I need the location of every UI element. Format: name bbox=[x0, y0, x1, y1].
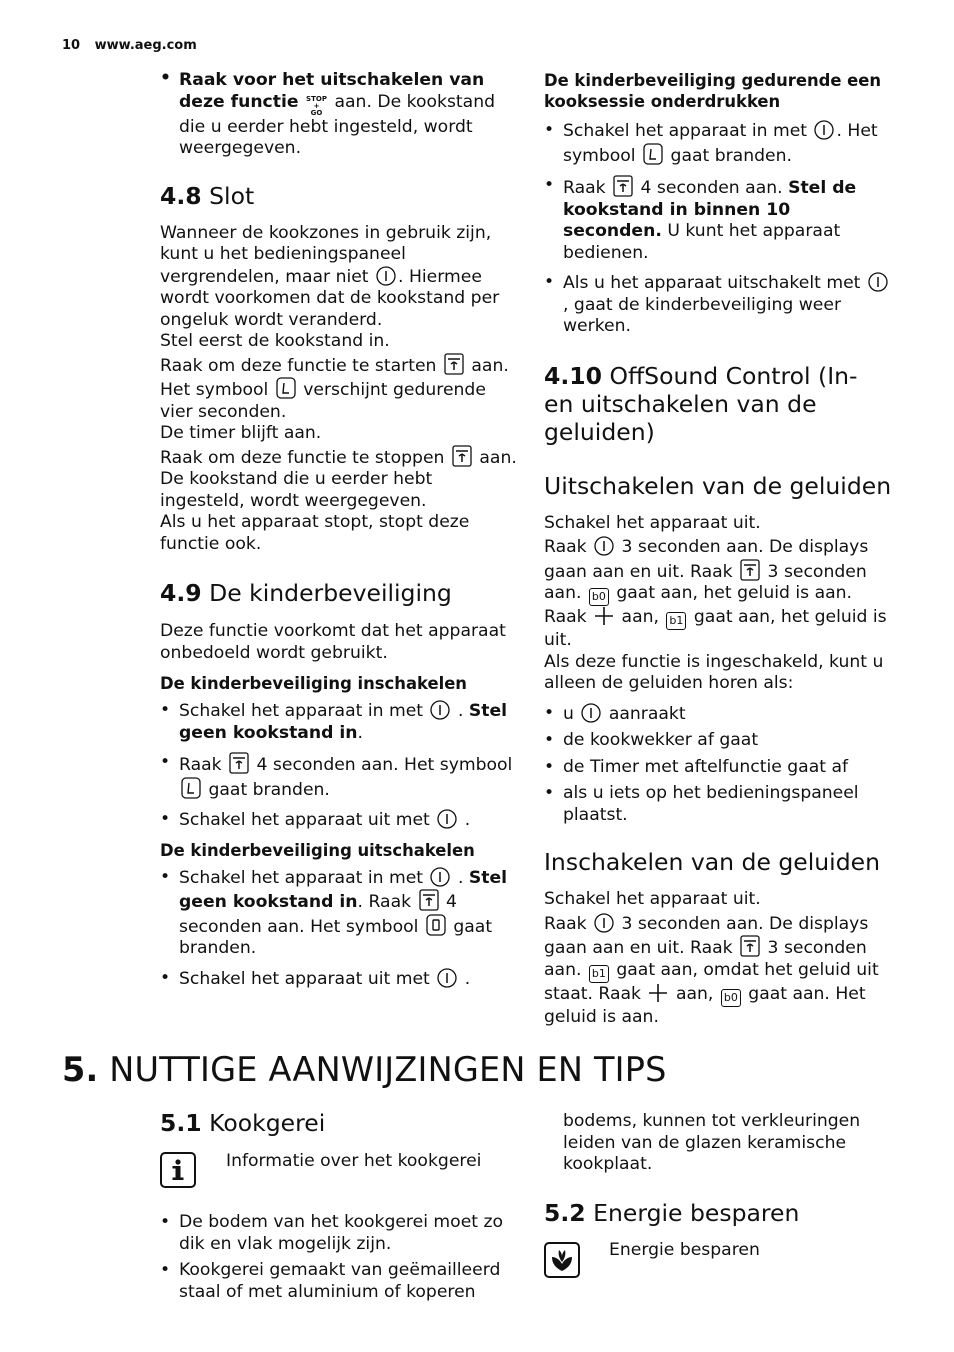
child-lock-off-heading: De kinderbeveiliging uitschakelen bbox=[160, 840, 475, 860]
list-item: • als u iets op het bedieningspaneel plaatst. bbox=[544, 783, 894, 826]
lock-display-icon bbox=[643, 143, 663, 165]
section-5-1-list bbox=[160, 1212, 520, 1303]
list-item: • de Timer met aftelfunctie gaat af bbox=[544, 757, 894, 779]
lock-display-icon bbox=[276, 377, 296, 399]
list-item: • de kookwekker af gaat bbox=[544, 730, 894, 752]
list-item: • Schakel het apparaat in met . Het symbool gaat branden. bbox=[544, 120, 894, 167]
power-icon bbox=[594, 913, 614, 933]
lock-key-icon bbox=[444, 353, 464, 375]
section-5-2-heading: 5.2 Energie besparen bbox=[544, 1199, 800, 1227]
plus-icon bbox=[648, 983, 668, 1003]
list-item: • De bodem van het kookgerei moet zo dik en vlak mogelijk zijn. bbox=[160, 1212, 520, 1255]
lock-key-icon bbox=[740, 935, 760, 957]
child-lock-on-heading: De kinderbeveiliging inschakelen bbox=[160, 674, 467, 693]
list-item: • Raak 4 seconden aan. Het symbool gaat branden. bbox=[160, 752, 520, 801]
list-item: • Schakel het apparaat in met . Stel geen kookstand in. bbox=[160, 700, 520, 744]
section-4-9-heading: 4.9 De kinderbeveiliging bbox=[160, 579, 452, 607]
power-icon bbox=[594, 536, 614, 556]
list-item: • Schakel het apparaat uit met . bbox=[160, 809, 520, 832]
section-5-1-heading: 5.1 Kookgerei bbox=[160, 1109, 326, 1137]
display-b1-icon: b1 bbox=[666, 612, 686, 630]
sounds-off-heading: Uitschakelen van de geluiden bbox=[544, 471, 892, 500]
lock-key-icon bbox=[452, 445, 472, 467]
sounds-on-heading: Inschakelen van de geluiden bbox=[544, 848, 880, 876]
page-number: 10 bbox=[62, 38, 81, 53]
zero-display-icon bbox=[426, 914, 446, 936]
power-icon bbox=[430, 700, 450, 720]
power-icon bbox=[376, 266, 396, 286]
list-item: • Kookgerei gemaakt van geëmailleerd staal of met aluminium of koperen bbox=[160, 1260, 520, 1303]
list-item: • Schakel het apparaat uit met . bbox=[160, 968, 520, 991]
display-b0-icon: b0 bbox=[589, 588, 609, 606]
power-icon bbox=[437, 809, 457, 829]
cookware-info-label: Informatie over het kookgerei bbox=[226, 1151, 482, 1171]
energy-saving-icon bbox=[544, 1242, 580, 1278]
section-5-1-continuation: bodems, kunnen tot verkleuringen leiden van de glazen keramische kookplaat. bbox=[563, 1111, 861, 1174]
list-item: • Raak 4 seconden aan. Stel de kookstand in binnen 10 seconden. U kunt het apparaat bedienen. bbox=[544, 175, 894, 264]
left-column bbox=[160, 70, 520, 990]
stopgo-text-a: Raak voor het uitschakelen van deze functie bbox=[179, 70, 485, 112]
section-4-9-intro: Deze functie voorkomt dat het apparaat onbedoeld wordt gebruikt. bbox=[160, 621, 506, 663]
lock-key-icon bbox=[613, 175, 633, 197]
website-url: www.aeg.com bbox=[94, 38, 197, 53]
section-4-8-body: Wanneer de kookzones in gebruik zijn, kunt u het bedieningspaneel vergrendelen, maar niet . Hiermee wordt voorkomen dat de kookstand per ongeluk wordt veranderd. Stel eerst de kookstand in. Raak om deze functie te starten aan. Het symbool verschijnt gedurende vier seconden. De timer blijft aan. Raak om deze functie te stoppen aan. De kookstand die u eerder hebt ingesteld, wordt weergegeven. Als u het apparaat stopt, stopt deze functie ook. bbox=[160, 222, 517, 554]
stop-go-icon: STOP + GO bbox=[306, 94, 327, 117]
section-4-10-heading: 4.10 OffSound Control (In- en uitschakelen van de geluiden) bbox=[544, 361, 858, 446]
display-b1-icon: b1 bbox=[589, 965, 609, 983]
suspend-child-lock-heading: De kinderbeveiliging gedurende een kooksessie onderdrukken bbox=[544, 71, 882, 111]
lock-display-icon bbox=[181, 777, 201, 799]
power-icon bbox=[868, 272, 888, 292]
plus-icon bbox=[594, 606, 614, 626]
display-b0-icon: b0 bbox=[721, 989, 741, 1007]
sounds-off-body: Schakel het apparaat uit. Raak 3 seconden aan. De displays gaan aan en uit. Raak 3 seconden aan. b0 gaat aan, het geluid is aan. Raak aan, b1 gaat aan, het geluid is uit. Als deze functie is ingeschakeld, kunt u alleen de geluiden horen als: bbox=[544, 512, 887, 693]
power-icon bbox=[430, 867, 450, 887]
stopgo-bullet bbox=[160, 70, 520, 160]
power-icon bbox=[814, 120, 834, 140]
lock-key-icon bbox=[229, 752, 249, 774]
section-4-8-heading: 4.8 Slot bbox=[160, 181, 255, 210]
stopgo-text-b: aan. De kookstand die u eerder hebt ingesteld, wordt weergegeven. bbox=[179, 91, 495, 158]
power-icon bbox=[581, 703, 601, 723]
info-icon bbox=[160, 1152, 196, 1188]
power-icon bbox=[437, 968, 457, 988]
list-item: • Schakel het apparaat in met . Stel geen kookstand in. Raak 4 seconden aan. Het symbool gaat branden. bbox=[160, 867, 520, 960]
list-item: • u aanraakt bbox=[544, 703, 894, 726]
page-header bbox=[62, 38, 197, 53]
lock-key-icon bbox=[419, 889, 439, 911]
sounds-on-body: Schakel het apparaat uit. Raak 3 seconden aan. De displays gaan aan en uit. Raak 3 seconden aan. b1 gaat aan, omdat het geluid uit staat. Raak aan, b0 gaat aan. Het geluid is aan. bbox=[544, 889, 879, 1027]
right-column bbox=[544, 70, 894, 1028]
list-item: • Als u het apparaat uitschakelt met , gaat de kinderbeveiliging weer werken. bbox=[544, 272, 894, 338]
chapter-5-heading: 5. NUTTIGE AANWIJZINGEN EN TIPS bbox=[62, 1050, 667, 1089]
lock-key-icon bbox=[740, 559, 760, 581]
energy-saving-label: Energie besparen bbox=[609, 1240, 760, 1260]
